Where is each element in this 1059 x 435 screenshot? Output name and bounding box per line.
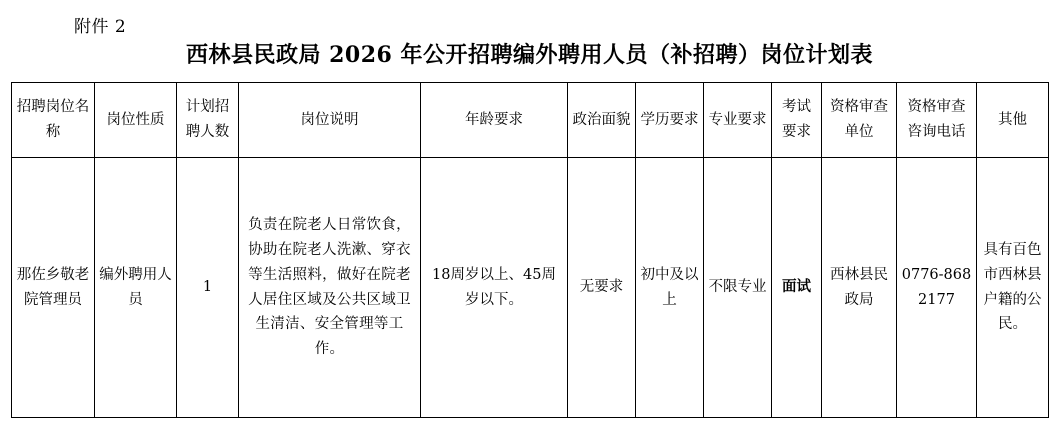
cell-exam: 面试	[772, 158, 822, 418]
column-header-exam: 考试要求	[772, 83, 822, 158]
table-row	[12, 158, 1049, 418]
recruitment-plan-table	[11, 82, 1049, 418]
column-header-political-status: 政治面貌	[568, 83, 636, 158]
cell-major: 不限专业	[704, 158, 772, 418]
column-header-job-description: 岗位说明	[239, 83, 421, 158]
column-header-age-requirement: 年龄要求	[421, 83, 568, 158]
column-header-position-name: 招聘岗位名称	[12, 83, 95, 158]
cell-position-name: 那佐乡敬老院管理员	[12, 158, 95, 418]
cell-position-nature: 编外聘用人员	[95, 158, 177, 418]
cell-review-phone: 0776-8682177	[897, 158, 977, 418]
table-header-row	[12, 83, 1049, 158]
cell-headcount: 1	[177, 158, 239, 418]
column-header-review-phone: 资格审查咨询电话	[897, 83, 977, 158]
page-title: 西林县民政局 2026 年公开招聘编外聘用人员（补招聘）岗位计划表	[185, 42, 874, 68]
column-header-headcount: 计划招聘人数	[177, 83, 239, 158]
cell-age-requirement: 18周岁以上、45周岁以下。	[421, 158, 568, 418]
column-header-other: 其他	[977, 83, 1049, 158]
column-header-major: 专业要求	[704, 83, 772, 158]
cell-other: 具有百色市西林县户籍的公民。	[977, 158, 1049, 418]
attachment-label: 附件 2	[74, 17, 127, 37]
cell-review-unit: 西林县民政局	[822, 158, 897, 418]
column-header-review-unit: 资格审查单位	[822, 83, 897, 158]
column-header-position-nature: 岗位性质	[95, 83, 177, 158]
cell-job-description: 负责在院老人日常饮食，协助在院老人洗漱、穿衣等生活照料，做好在院老人居住区域及公共区域卫生清洁、安全管理等工作。	[239, 158, 421, 418]
cell-political-status: 无要求	[568, 158, 636, 418]
column-header-education: 学历要求	[636, 83, 704, 158]
cell-education: 初中及以上	[636, 158, 704, 418]
